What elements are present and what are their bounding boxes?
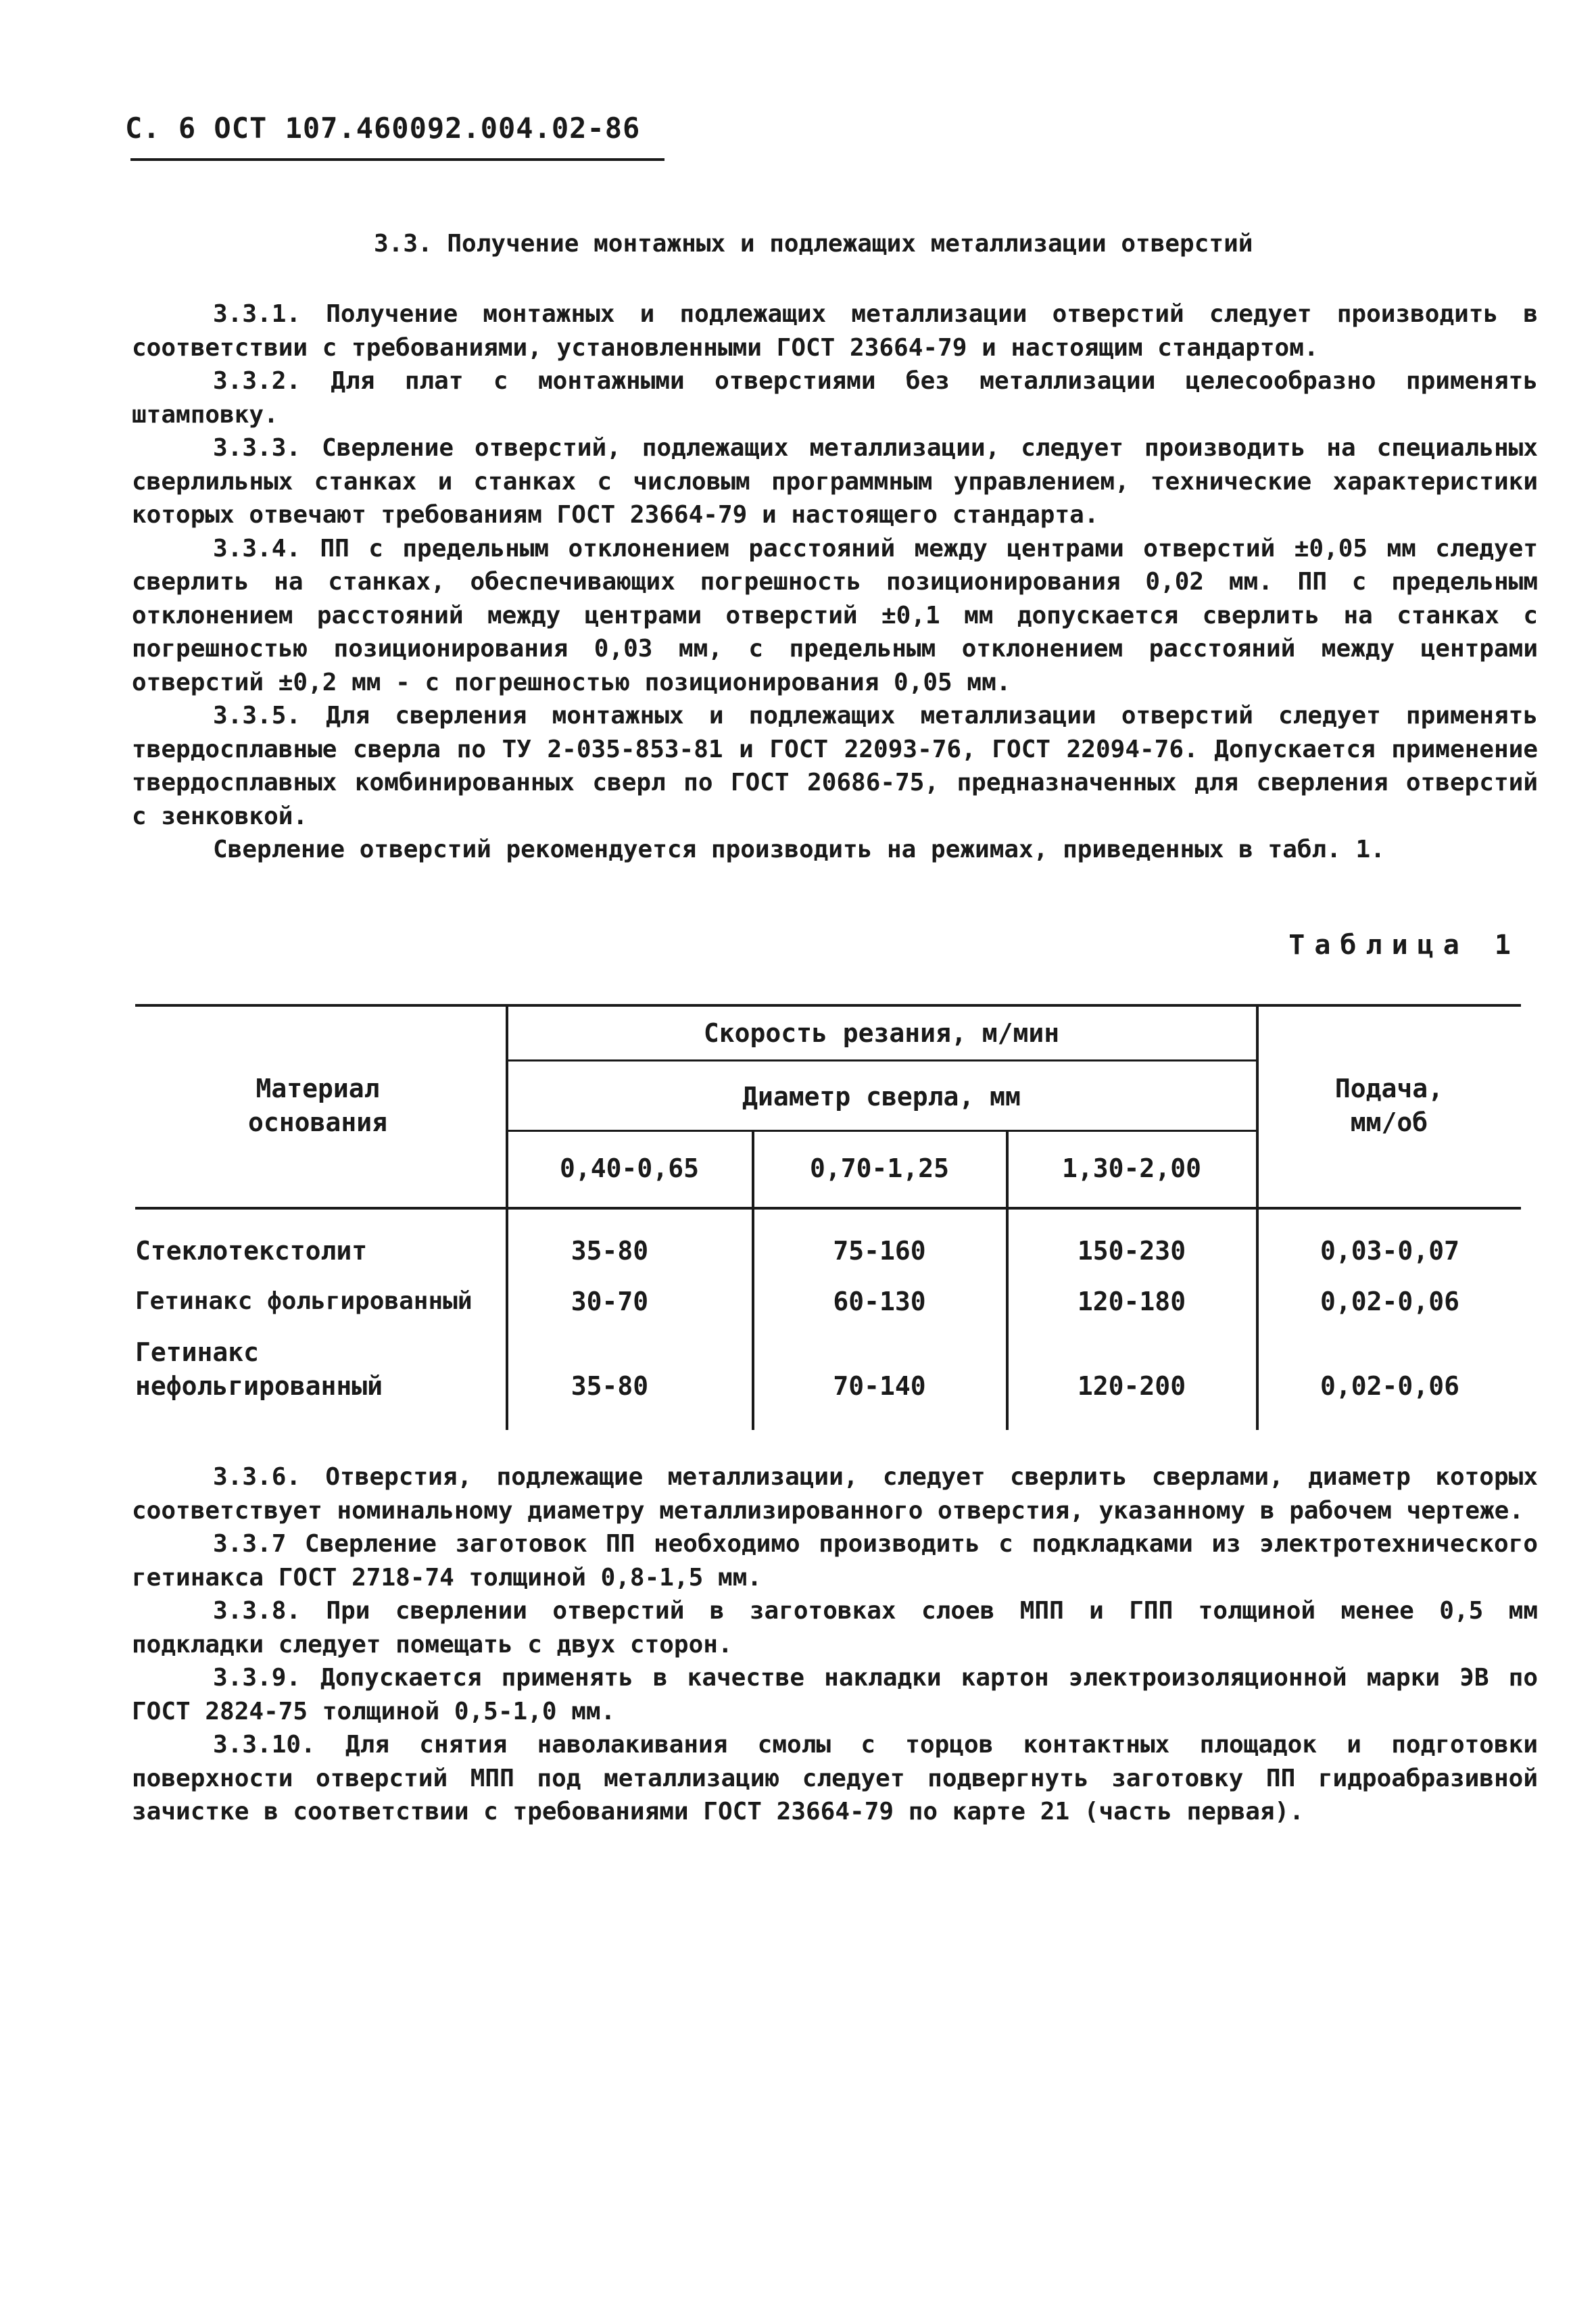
row-3-speed-3: 120-200: [1077, 1371, 1186, 1401]
feed-column-rule: [1256, 1004, 1259, 1430]
header-rule: [130, 158, 664, 161]
paragraph-3-3-1: 3.3.1. Получение монтажных и подлежащих металлизации отверстий следует производить в соответствии с требованиями, установленными ГОСТ 23664-79 и настоящим стандартом.: [132, 300, 1538, 362]
row-1-speed-1: 35-80: [571, 1236, 649, 1266]
page-header: С. 6 ОСТ 107.460092.004.02-86: [125, 112, 641, 145]
paragraph-3-3-2: 3.3.2. Для плат с монтажными отверстиями без металлизации целесообразно применять штамповку.: [132, 367, 1538, 429]
header-diameter-1: 0,40-0,65: [560, 1153, 699, 1183]
row-3-feed: 0,02-0,06: [1320, 1371, 1459, 1401]
speed-header-rule: [507, 1059, 1257, 1061]
paragraph-table-reference: Сверление отверстий рекомендуется производить на режимах, приведенных в табл. 1.: [213, 836, 1385, 863]
row-3-speed-1: 35-80: [571, 1371, 649, 1401]
paragraph-3-3-3: 3.3.3. Сверление отверстий, подлежащих металлизации, следует производить на специальных сверлильных станках и станках с числовым программным управлением, технические характеристики которых отвечают требованиям ГОСТ 23664-79 и настоящего стандарта.: [132, 434, 1538, 529]
row-2-speed-1: 30-70: [571, 1287, 649, 1316]
paragraph-3-3-4: 3.3.4. ПП с предельным отклонением расстояний между центрами отверстий ±0,05 мм следует сверлить на станках, обеспечивающих погрешность позиционирования 0,02 мм. ПП с предельным отклонением расстояний между центрами отверстий ±0,1 мм допускается сверлить на станках с погрешностью позиционирования 0,03 мм, с предельным отклонением расстояний между центрами отверстий ±0,2 мм - с погрешностью позиционирования 0,05 мм.: [132, 534, 1538, 696]
header-feed: Подача, мм/об: [1334, 1074, 1444, 1137]
row-1-speed-2: 75-160: [833, 1236, 926, 1266]
table-caption: Таблица 1: [1288, 930, 1520, 961]
diameter-header-rule: [507, 1130, 1257, 1132]
paragraph-3-3-9: 3.3.9. Допускается применять в качестве накладки картон электроизоляционной марки ЭВ по ГОСТ 2824-75 толщиной 0,5-1,0 мм.: [132, 1664, 1538, 1725]
paragraph-3-3-8: 3.3.8. При сверлении отверстий в заготовках слоев МПП и ГПП толщиной менее 0,5 мм подкладки следует помещать с двух сторон.: [132, 1597, 1538, 1658]
body-text-after-table: [132, 1460, 1538, 1829]
section-title: 3.3. Получение монтажных и подлежащих металлизации отверстий: [374, 230, 1253, 258]
row-1-speed-3: 150-230: [1077, 1236, 1186, 1266]
drilling-modes-table: [135, 1004, 1521, 1430]
header-cutting-speed: Скорость резания, м/мин: [703, 1018, 1060, 1048]
table-top-rule: [135, 1004, 1521, 1007]
row-2-feed: 0,02-0,06: [1320, 1287, 1459, 1316]
row-2-material: Гетинакс фольгированный: [135, 1287, 473, 1315]
material-column-rule: [506, 1004, 508, 1430]
row-3-material: Гетинакс нефольгированный: [135, 1337, 383, 1401]
body-text-before-table: [132, 297, 1538, 867]
row-2-speed-3: 120-180: [1077, 1287, 1186, 1316]
header-material: Материал основания: [248, 1074, 387, 1137]
header-drill-diameter: Диаметр сверла, мм: [742, 1082, 1021, 1112]
header-diameter-3: 1,30-2,00: [1062, 1153, 1201, 1183]
header-diameter-2: 0,70-1,25: [810, 1153, 949, 1183]
paragraph-3-3-10: 3.3.10. Для снятия наволакивания смолы с торцов контактных площадок и подготовки поверхности отверстий МПП под металлизацию следует подвергнуть заготовку ПП гидроабразивной зачистке в соответствии с требованиями ГОСТ 23664-79 по карте 21 (часть первая).: [132, 1731, 1538, 1825]
paragraph-3-3-6: 3.3.6. Отверстия, подлежащие металлизации, следует сверлить сверлами, диаметр которых соответствует номинальному диаметру металлизированного отверстия, указанному в рабочем чертеже.: [132, 1463, 1538, 1525]
row-1-material: Стеклотекстолит: [135, 1236, 368, 1266]
header-bottom-rule: [135, 1207, 1521, 1210]
paragraph-3-3-7: 3.3.7 Сверление заготовок ПП необходимо производить с подкладками из электротехнического гетинакса ГОСТ 2718-74 толщиной 0,8-1,5 мм.: [132, 1530, 1538, 1592]
row-2-speed-2: 60-130: [833, 1287, 926, 1316]
paragraph-3-3-5: 3.3.5. Для сверления монтажных и подлежащих металлизации отверстий следует применять твердосплавные сверла по ТУ 2-035-853-81 и ГОСТ 22093-76, ГОСТ 22094-76. Допускается применение твердосплавных комбинированных сверл по ГОСТ 20686-75, предназначенных для сверления отверстий с зенковкой.: [132, 702, 1538, 830]
row-1-feed: 0,03-0,07: [1320, 1236, 1459, 1266]
row-3-speed-2: 70-140: [833, 1371, 926, 1401]
